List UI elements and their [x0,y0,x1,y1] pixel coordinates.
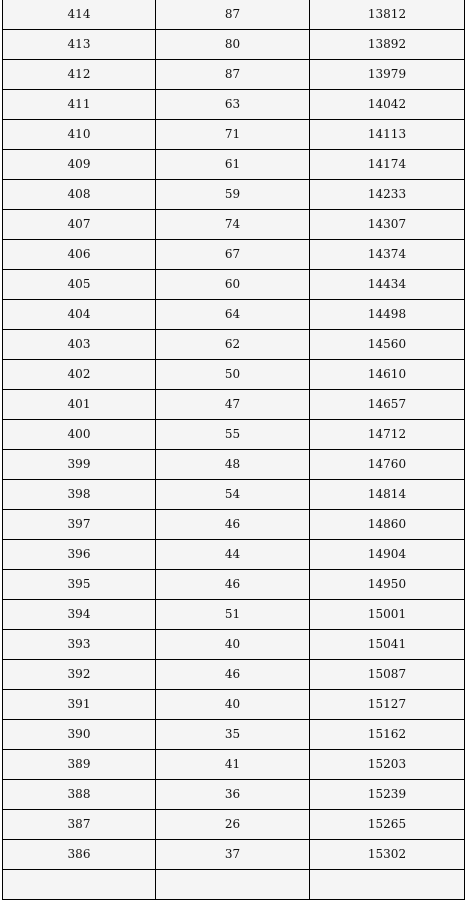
cumulative-cell: 14950 [310,570,465,600]
cumulative-cell [310,870,465,900]
cumulative-cell: 14610 [310,360,465,390]
count-cell: 87 [156,0,310,30]
cumulative-cell: 14434 [310,270,465,300]
table-row [3,780,465,810]
table-row [3,390,465,420]
count-cell: 46 [156,570,310,600]
cumulative-cell: 14814 [310,480,465,510]
cumulative-cell: 14374 [310,240,465,270]
cumulative-cell: 15087 [310,660,465,690]
table-row [3,0,465,30]
score-table-container [2,0,464,900]
table-row [3,630,465,660]
table-row [3,870,465,900]
score-table-body [3,0,465,900]
count-cell: 35 [156,720,310,750]
count-cell: 87 [156,60,310,90]
score-cell: 412 [3,60,156,90]
table-row [3,810,465,840]
cumulative-cell: 15302 [310,840,465,870]
cumulative-cell: 14904 [310,540,465,570]
score-cell: 399 [3,450,156,480]
score-cell: 400 [3,420,156,450]
count-cell: 47 [156,390,310,420]
cumulative-cell: 13892 [310,30,465,60]
table-row [3,420,465,450]
table-row [3,240,465,270]
table-row [3,720,465,750]
table-row [3,540,465,570]
cumulative-cell: 14657 [310,390,465,420]
score-cell: 406 [3,240,156,270]
count-cell: 60 [156,270,310,300]
count-cell: 41 [156,750,310,780]
cumulative-cell: 15001 [310,600,465,630]
count-cell: 40 [156,690,310,720]
count-cell: 44 [156,540,310,570]
score-cell: 393 [3,630,156,660]
score-cell: 402 [3,360,156,390]
score-cell: 390 [3,720,156,750]
table-row [3,450,465,480]
cumulative-cell: 15041 [310,630,465,660]
table-row [3,30,465,60]
score-cell: 413 [3,30,156,60]
table-row [3,90,465,120]
table-row [3,150,465,180]
count-cell: 50 [156,360,310,390]
score-cell: 394 [3,600,156,630]
cumulative-cell: 13812 [310,0,465,30]
table-row [3,360,465,390]
table-row [3,600,465,630]
count-cell: 74 [156,210,310,240]
cumulative-cell: 14860 [310,510,465,540]
cumulative-cell: 15127 [310,690,465,720]
cumulative-cell: 14233 [310,180,465,210]
score-cell: 405 [3,270,156,300]
score-cell: 397 [3,510,156,540]
cumulative-cell: 13979 [310,60,465,90]
score-cell: 414 [3,0,156,30]
count-cell: 63 [156,90,310,120]
score-cell: 403 [3,330,156,360]
cumulative-cell: 14560 [310,330,465,360]
table-row [3,330,465,360]
table-row [3,570,465,600]
count-cell: 62 [156,330,310,360]
score-table [2,0,465,900]
count-cell: 67 [156,240,310,270]
count-cell: 37 [156,840,310,870]
cumulative-cell: 14712 [310,420,465,450]
score-cell: 395 [3,570,156,600]
score-cell: 388 [3,780,156,810]
score-cell: 398 [3,480,156,510]
table-row [3,180,465,210]
count-cell: 80 [156,30,310,60]
table-row [3,750,465,780]
count-cell: 26 [156,810,310,840]
score-cell: 387 [3,810,156,840]
count-cell: 59 [156,180,310,210]
table-row [3,660,465,690]
count-cell: 71 [156,120,310,150]
cumulative-cell: 15265 [310,810,465,840]
score-cell: 407 [3,210,156,240]
count-cell: 46 [156,660,310,690]
score-cell: 404 [3,300,156,330]
score-cell: 392 [3,660,156,690]
count-cell: 48 [156,450,310,480]
cumulative-cell: 14498 [310,300,465,330]
score-cell: 411 [3,90,156,120]
table-row [3,120,465,150]
table-row [3,690,465,720]
score-cell: 396 [3,540,156,570]
score-cell: 389 [3,750,156,780]
count-cell: 64 [156,300,310,330]
count-cell [156,870,310,900]
cumulative-cell: 15203 [310,750,465,780]
table-row [3,510,465,540]
cumulative-cell: 14113 [310,120,465,150]
cumulative-cell: 15162 [310,720,465,750]
count-cell: 40 [156,630,310,660]
score-cell: 401 [3,390,156,420]
score-cell: 409 [3,150,156,180]
table-row [3,480,465,510]
score-cell: 386 [3,840,156,870]
count-cell: 55 [156,420,310,450]
cumulative-cell: 14042 [310,90,465,120]
count-cell: 51 [156,600,310,630]
score-cell [3,870,156,900]
count-cell: 61 [156,150,310,180]
score-cell: 410 [3,120,156,150]
table-row [3,300,465,330]
cumulative-cell: 14307 [310,210,465,240]
table-row [3,270,465,300]
count-cell: 54 [156,480,310,510]
table-row [3,60,465,90]
cumulative-cell: 14174 [310,150,465,180]
count-cell: 36 [156,780,310,810]
cumulative-cell: 14760 [310,450,465,480]
table-row [3,840,465,870]
score-cell: 391 [3,690,156,720]
table-row [3,210,465,240]
cumulative-cell: 15239 [310,780,465,810]
count-cell: 46 [156,510,310,540]
score-cell: 408 [3,180,156,210]
